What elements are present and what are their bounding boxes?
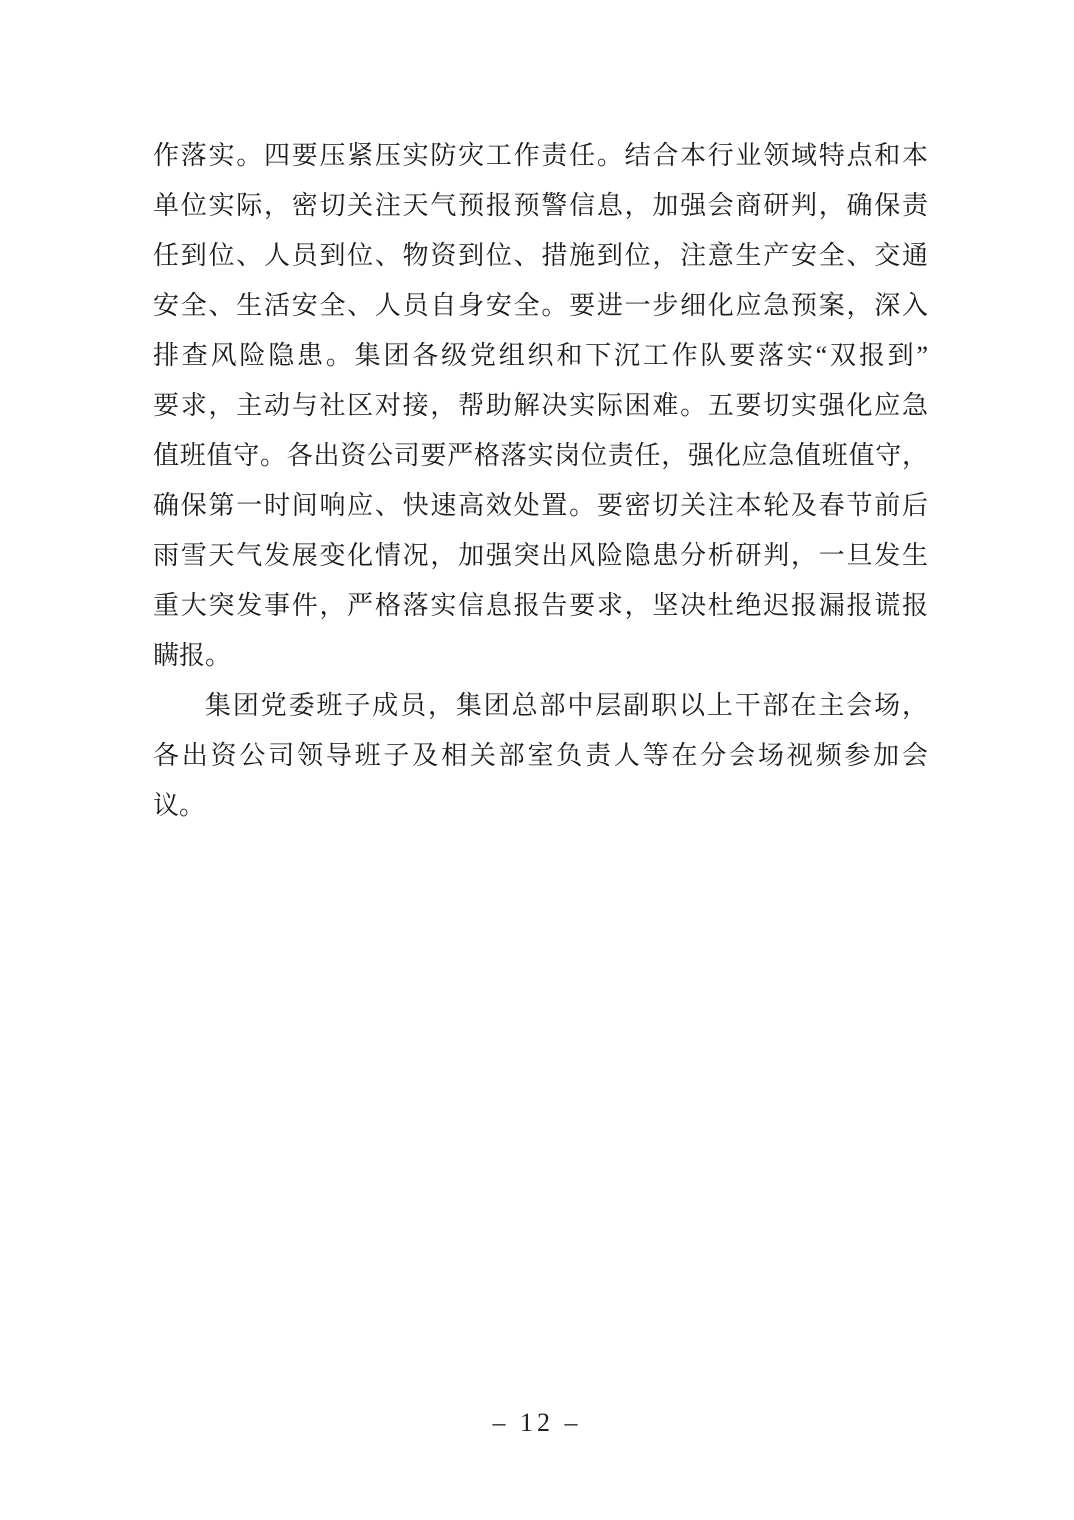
text-line: 安全、生活安全、人员自身安全。要进一步细化应急预案，深入 [153,291,928,320]
text-line paragraph-end: 瞒报。 [153,641,232,670]
text-line: 雨雪天气发展变化情况，加强突出风险隐患分析研判，一旦发生 [153,541,928,570]
page-number: – 12 – [492,1408,582,1437]
text-line paragraph-end: 议。 [153,791,206,820]
text-line: 重大突发事件，严格落实信息报告要求，坚决杜绝迟报漏报谎报 [153,591,928,620]
text-line: 各出资公司领导班子及相关部室负责人等在分会场视频参加会 [153,741,928,770]
body-text [153,131,928,831]
text-line: 单位实际，密切关注天气预报预警信息，加强会商研判，确保责 [153,191,928,220]
text-line: 排查风险隐患。集团各级党组织和下沉工作队要落实“双报到” [153,341,928,370]
text-line: 任到位、人员到位、物资到位、措施到位，注意生产安全、交通 [153,241,928,270]
text-line: 作落实。四要压紧压实防灾工作责任。结合本行业领域特点和本 [153,141,928,170]
text-line paragraph-start: 集团党委班子成员，集团总部中层副职以上干部在主会场， [205,691,928,720]
text-line: 值班值守。各出资公司要严格落实岗位责任，强化应急值班值守， [153,441,928,470]
text-line: 要求，主动与社区对接，帮助解决实际困难。五要切实强化应急 [153,391,928,420]
text-line: 确保第一时间响应、快速高效处置。要密切关注本轮及春节前后 [153,491,928,520]
